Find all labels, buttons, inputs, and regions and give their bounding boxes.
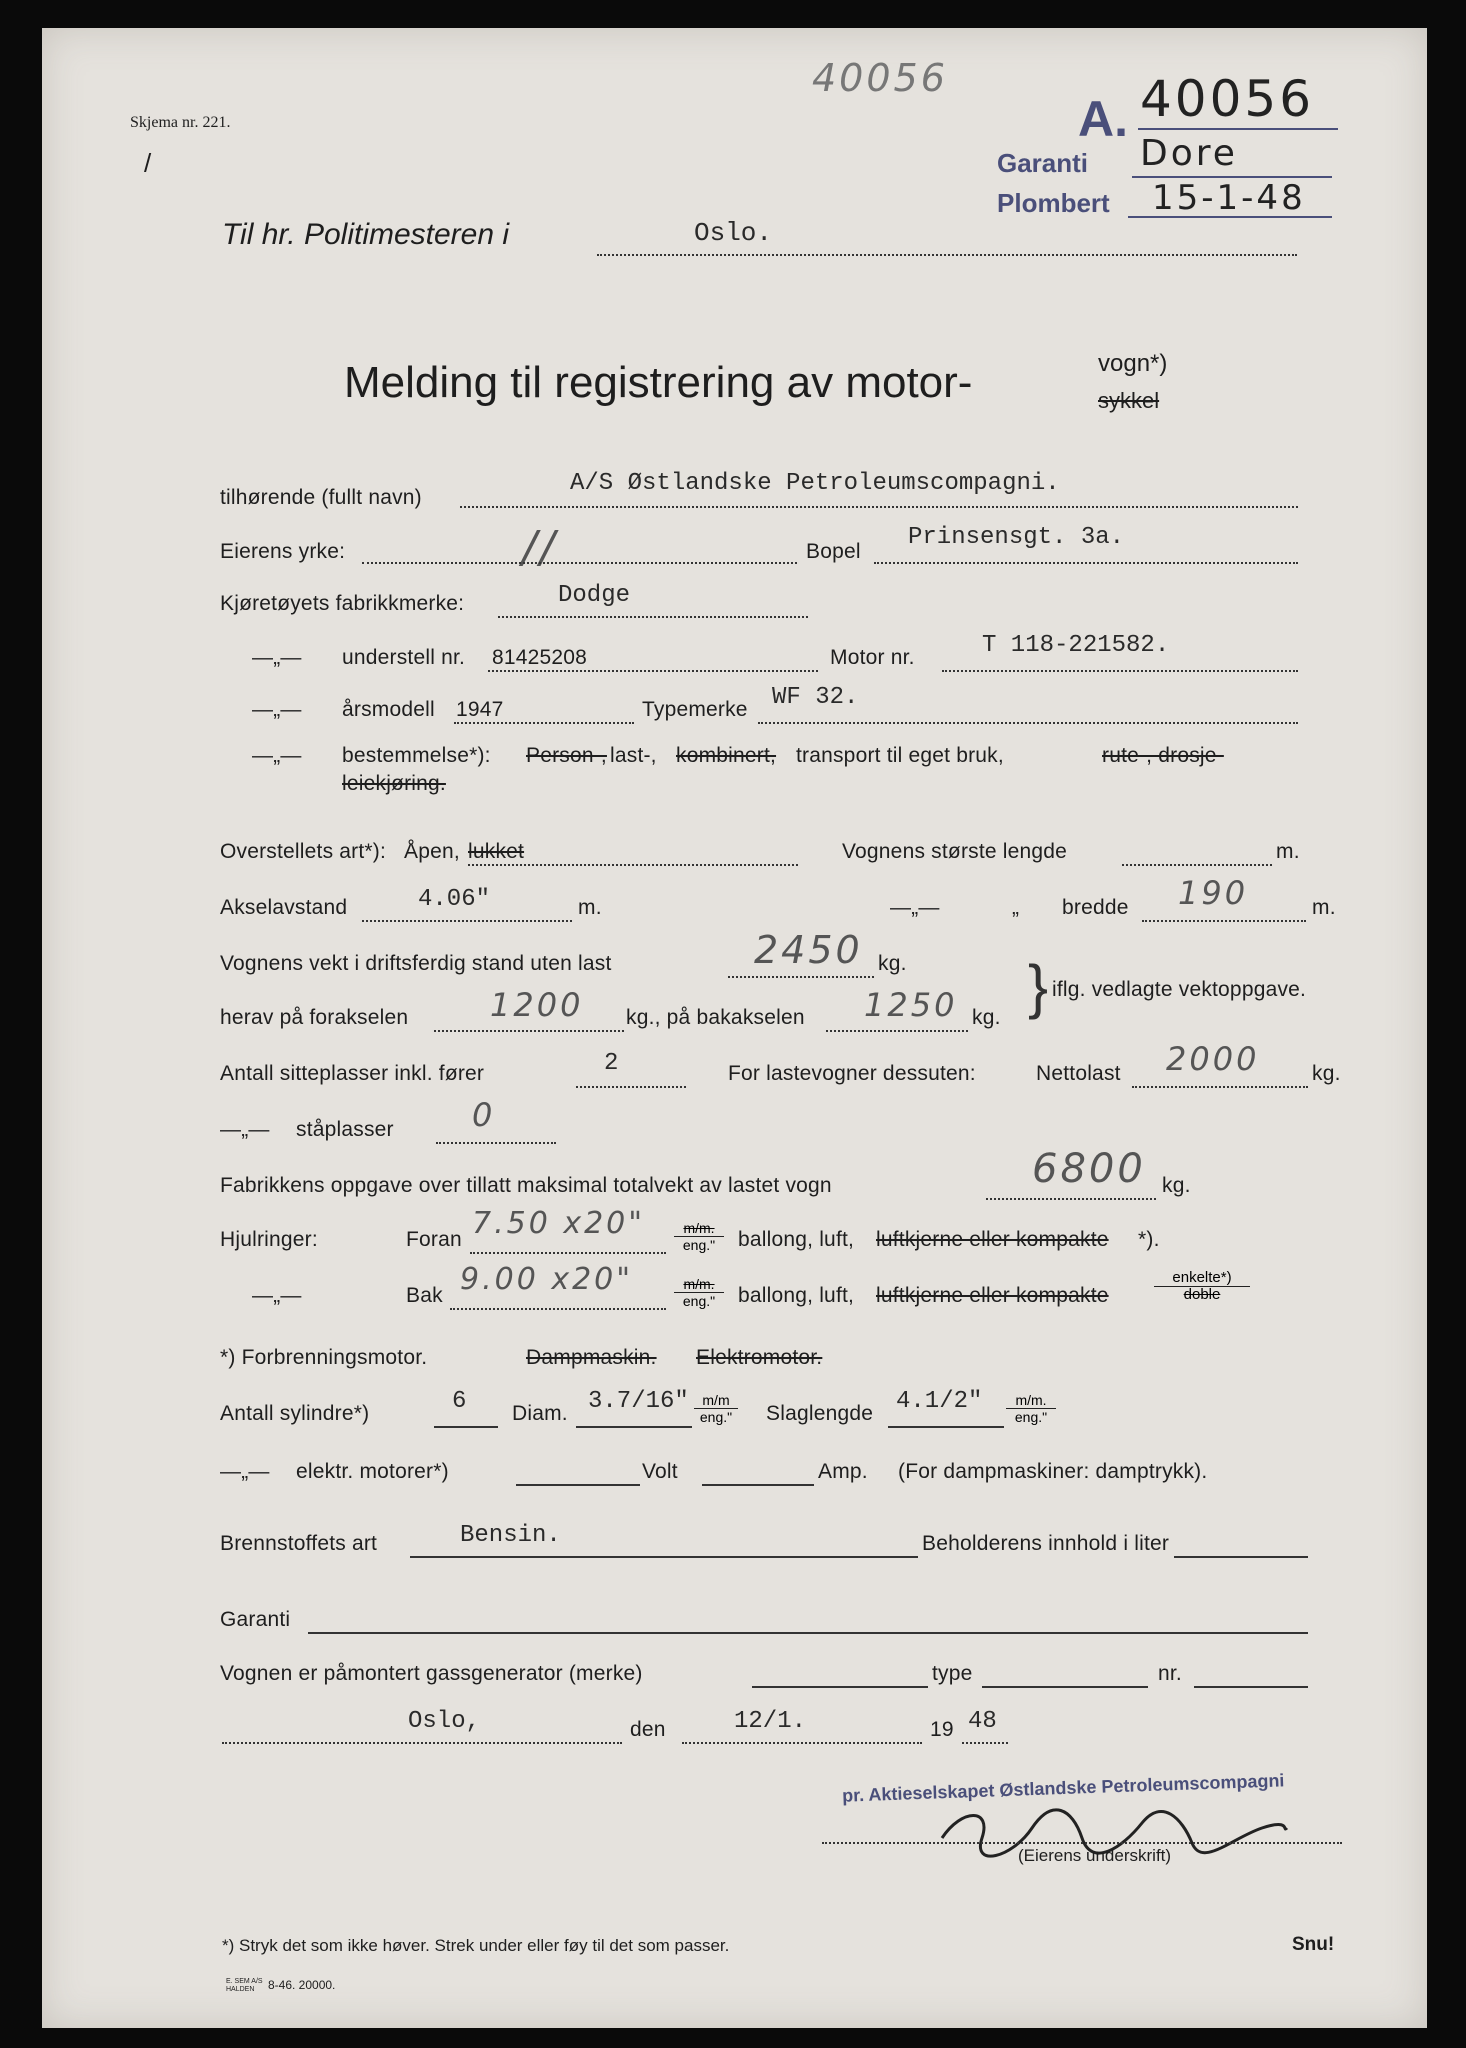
- wheelbase-line: [362, 920, 572, 922]
- garanti-line: [308, 1632, 1308, 1634]
- stamp-a-label: A.: [1078, 91, 1128, 147]
- body-open: Åpen,: [404, 840, 460, 863]
- gas-generator-line: [752, 1686, 928, 1688]
- addressee-line: [597, 254, 1297, 256]
- fuel-value: Bensin.: [460, 1522, 561, 1549]
- purpose-kombinert: kombinert,: [676, 744, 777, 767]
- garanti-stamp-label: Garanti: [997, 148, 1089, 178]
- tires-rear-unit-top: m/m.: [674, 1276, 724, 1293]
- steam-note: (For dampmaskiner: damptrykk).: [898, 1460, 1208, 1483]
- volt-line: [702, 1484, 814, 1486]
- date-place-line: [222, 1742, 622, 1744]
- residence-line: [874, 562, 1298, 564]
- tires-front-line: [470, 1252, 666, 1254]
- length-unit: m.: [1276, 840, 1300, 863]
- standing-label: ståplasser: [296, 1118, 394, 1141]
- stamp-a-line: [1138, 128, 1338, 130]
- weight-note: iflg. vedlagte vektoppgave.: [1052, 978, 1307, 1001]
- gas-nr-label: nr.: [1158, 1662, 1182, 1685]
- front-axle-line: [434, 1030, 624, 1032]
- gas-nr-line: [1194, 1686, 1308, 1688]
- seats-label: Antall sitteplasser inkl. fører: [220, 1062, 485, 1085]
- residence-label: Bopel: [806, 540, 861, 563]
- electric-motors-line: [516, 1484, 640, 1486]
- date-year-prefix: 19: [930, 1718, 954, 1741]
- diam-line: [576, 1426, 692, 1428]
- amp-label: Amp.: [818, 1460, 868, 1483]
- fuel-line: [410, 1556, 918, 1558]
- front-axle-label: herav på forakselen: [220, 1006, 409, 1029]
- net-load-line: [1132, 1086, 1308, 1088]
- diam-unit-top: m/m: [694, 1392, 738, 1409]
- chassis-label: understell nr.: [342, 646, 466, 669]
- standing-ditto: —„—: [220, 1118, 270, 1141]
- signature-caption: (Eierens underskrift): [1018, 1846, 1172, 1865]
- stroke-unit-top: m/m.: [1006, 1392, 1056, 1409]
- electric-motors-label: elektr. motorer*): [296, 1460, 449, 1483]
- width-label: bredde: [1062, 896, 1129, 919]
- diam-value: 3.7/16": [588, 1388, 689, 1415]
- width-line: [1142, 920, 1306, 922]
- tires-enkelte: enkelte*): [1154, 1270, 1250, 1287]
- cylinders-label: Antall sylindre*): [220, 1402, 370, 1425]
- signature-line: [822, 1842, 1342, 1844]
- cylinders-value: 6: [452, 1388, 467, 1415]
- residence-value: Prinsensgt. 3a.: [908, 524, 1125, 551]
- plombert-stamp-label: Plombert: [997, 188, 1110, 218]
- stroke-value: 4.1/2": [896, 1388, 983, 1415]
- tires-label: Hjulringer:: [220, 1228, 318, 1251]
- date-year-line: [962, 1742, 1008, 1744]
- date-day: 12/1.: [734, 1708, 807, 1735]
- tires-front-end: *).: [1138, 1228, 1160, 1251]
- stamp-a-value: 40056: [1140, 70, 1315, 128]
- profession-label: Eierens yrke:: [220, 540, 346, 563]
- tires-rear-unit-bottom: eng.": [682, 1293, 716, 1309]
- volt-label: Volt: [642, 1460, 678, 1483]
- title-vogn: vogn*): [1098, 350, 1168, 377]
- stroke-line: [888, 1426, 1004, 1428]
- weight-line: [728, 976, 874, 978]
- tires-front-type: ballong, luft,: [738, 1228, 855, 1251]
- year-ditto: —„—: [252, 698, 302, 721]
- gas-generator-label: Vognen er påmontert gassgenerator (merke): [220, 1662, 643, 1685]
- title-sykkel: sykkel: [1098, 388, 1160, 413]
- printer-mark: [226, 1978, 263, 1994]
- schema-label: Skjema nr. 221.: [130, 114, 231, 131]
- weight-bracket: }: [1028, 953, 1049, 1020]
- date-year-suffix: 48: [968, 1708, 997, 1735]
- profession-value: //: [522, 522, 558, 573]
- fuel-label: Brennstoffets art: [220, 1532, 378, 1555]
- tires-front-unit-top: m/m.: [674, 1220, 724, 1237]
- motor-line: [942, 670, 1298, 672]
- standing-line: [436, 1142, 556, 1144]
- rear-axle-line: [826, 1030, 968, 1032]
- stroke-label: Slaglengde: [766, 1402, 874, 1425]
- make-line: [498, 616, 808, 618]
- tires-rear-label: Bak: [406, 1284, 443, 1307]
- owner-name-label: tilhørende (fullt navn): [220, 486, 422, 509]
- width-quote: „: [1012, 896, 1020, 919]
- tires-rear-type: ballong, luft,: [738, 1284, 855, 1307]
- engine-steam: Dampmaskin.: [526, 1346, 657, 1369]
- tires-front-unit: [674, 1220, 724, 1253]
- make-label: Kjøretøyets fabrikkmerke:: [220, 592, 465, 615]
- date-day-line: [682, 1742, 922, 1744]
- wheelbase-label: Akselavstand: [220, 896, 348, 919]
- seats-line: [576, 1086, 686, 1088]
- purpose-leiekjoring: leiekjøring.: [342, 772, 446, 795]
- printer-bottom: HALDEN: [226, 1986, 255, 1993]
- type-line: [758, 722, 1298, 724]
- max-weight-value: 6800: [1032, 1146, 1146, 1192]
- tick-mark: /: [144, 148, 152, 178]
- body-lukket: lukket: [468, 840, 525, 863]
- tires-rear-value: 9.00 x20": [460, 1262, 634, 1297]
- cylinders-line: [434, 1426, 498, 1428]
- tires-rear-line: [450, 1308, 666, 1310]
- print-code: 8-46. 20000.: [268, 1978, 336, 1992]
- gas-type-line: [982, 1686, 1148, 1688]
- tires-rear-unit: [674, 1276, 724, 1309]
- handwritten-number: 40056: [812, 56, 948, 100]
- chassis-line: [488, 670, 818, 672]
- motor-value: T 118-221582.: [982, 632, 1170, 659]
- engine-electric: Elektromotor.: [696, 1346, 823, 1369]
- purpose-person: Person-,: [526, 744, 607, 767]
- type-label: Typemerke: [642, 698, 748, 721]
- length-line: [1122, 864, 1272, 866]
- stroke-unit-bottom: eng.": [1014, 1409, 1048, 1425]
- tank-line: [1174, 1556, 1308, 1558]
- year-value: 1947: [456, 698, 504, 721]
- body-line: [468, 864, 798, 866]
- tires-front-unit-bottom: eng.": [682, 1237, 716, 1253]
- max-weight-label: Fabrikkens oppgave over tillatt maksimal totalvekt av lastet vogn: [220, 1174, 832, 1197]
- net-load-value: 2000: [1166, 1040, 1260, 1078]
- tires-front-value: 7.50 x20": [472, 1206, 646, 1241]
- garanti-stamp-value: Dore: [1140, 133, 1238, 174]
- weight-label: Vognens vekt i driftsferdig stand uten last: [220, 952, 612, 975]
- width-value: 190: [1178, 874, 1249, 912]
- date-place: Oslo,: [408, 1708, 481, 1735]
- net-load-label: Nettolast: [1036, 1062, 1121, 1085]
- seats-value: 2: [604, 1050, 619, 1077]
- signature-stamp: pr. Aktieselskapet Østlandske Petroleumscompagni: [841, 1770, 1285, 1806]
- front-axle-value: 1200: [490, 986, 584, 1024]
- diam-unit-bottom: eng.": [699, 1409, 733, 1425]
- length-label: Vognens største lengde: [842, 840, 1068, 863]
- tires-front-label: Foran: [406, 1228, 462, 1251]
- purpose-drosje: rute-, drosje-: [1102, 744, 1224, 767]
- printer-top: E. SEM A/S: [226, 1978, 263, 1985]
- gas-type-label: type: [932, 1662, 973, 1685]
- type-value: WF 32.: [772, 684, 859, 711]
- tires-rear-config: [1154, 1270, 1250, 1303]
- form-page: [42, 28, 1427, 2028]
- owner-name-line: [460, 506, 1298, 508]
- tank-label: Beholderens innhold i liter: [922, 1532, 1170, 1555]
- body-label: Overstellets art*):: [220, 840, 387, 863]
- rear-axle-value: 1250: [864, 986, 958, 1024]
- profession-line: [362, 562, 797, 564]
- diam-unit: [694, 1392, 738, 1425]
- chassis-value: 81425208: [492, 646, 588, 669]
- footer-note: *) Stryk det som ikke høver. Strek under eller føy til det som passer.: [222, 1936, 730, 1955]
- tires-doble: doble: [1183, 1286, 1221, 1303]
- electric-ditto: —„—: [220, 1460, 270, 1483]
- standing-value: 0: [472, 1096, 496, 1134]
- wheelbase-value: 4.06": [418, 886, 491, 913]
- purpose-label: bestemmelse*):: [342, 744, 491, 767]
- form-title: Melding til registrering av motor-: [344, 358, 973, 407]
- net-load-unit: kg.: [1312, 1062, 1341, 1085]
- diam-label: Diam.: [512, 1402, 568, 1425]
- tires-rear-type-struck: luftkjerne eller kompakte: [876, 1284, 1109, 1307]
- rear-axle-label: kg., på bakakselen: [626, 1006, 805, 1029]
- chassis-ditto: —„—: [252, 646, 302, 669]
- motor-label: Motor nr.: [830, 646, 915, 669]
- year-line: [454, 722, 634, 724]
- max-weight-line: [986, 1198, 1156, 1200]
- date-den: den: [630, 1718, 666, 1741]
- addressee-label: Til hr. Politimesteren i: [222, 218, 510, 251]
- purpose-transport: transport til eget bruk,: [796, 744, 1004, 767]
- owner-name-value: A/S Østlandske Petroleumscompagni.: [570, 470, 1060, 497]
- weight-unit: kg.: [878, 952, 907, 975]
- snu-label: Snu!: [1292, 1934, 1335, 1955]
- make-value: Dodge: [558, 582, 631, 609]
- plombert-stamp-value: 15-1-48: [1152, 178, 1306, 218]
- year-label: årsmodell: [342, 698, 435, 721]
- purpose-ditto: —„—: [252, 744, 302, 767]
- garanti-label: Garanti: [220, 1608, 291, 1631]
- plombert-stamp-line: [1128, 216, 1332, 218]
- stroke-unit: [1006, 1392, 1056, 1425]
- engine-types-label: *) Forbrenningsmotor.: [220, 1346, 428, 1369]
- max-weight-unit: kg.: [1162, 1174, 1191, 1197]
- tires-front-type-struck: luftkjerne eller kompakte: [876, 1228, 1109, 1251]
- wheelbase-unit: m.: [578, 896, 602, 919]
- weight-value: 2450: [754, 928, 863, 972]
- width-ditto: —„—: [890, 896, 940, 919]
- purpose-last: last-,: [610, 744, 657, 767]
- width-unit: m.: [1312, 896, 1336, 919]
- tires-rear-ditto: —„—: [252, 1284, 302, 1307]
- addressee-value: Oslo.: [694, 218, 773, 248]
- rear-axle-unit: kg.: [972, 1006, 1001, 1029]
- trucks-label: For lastevogner dessuten:: [728, 1062, 976, 1085]
